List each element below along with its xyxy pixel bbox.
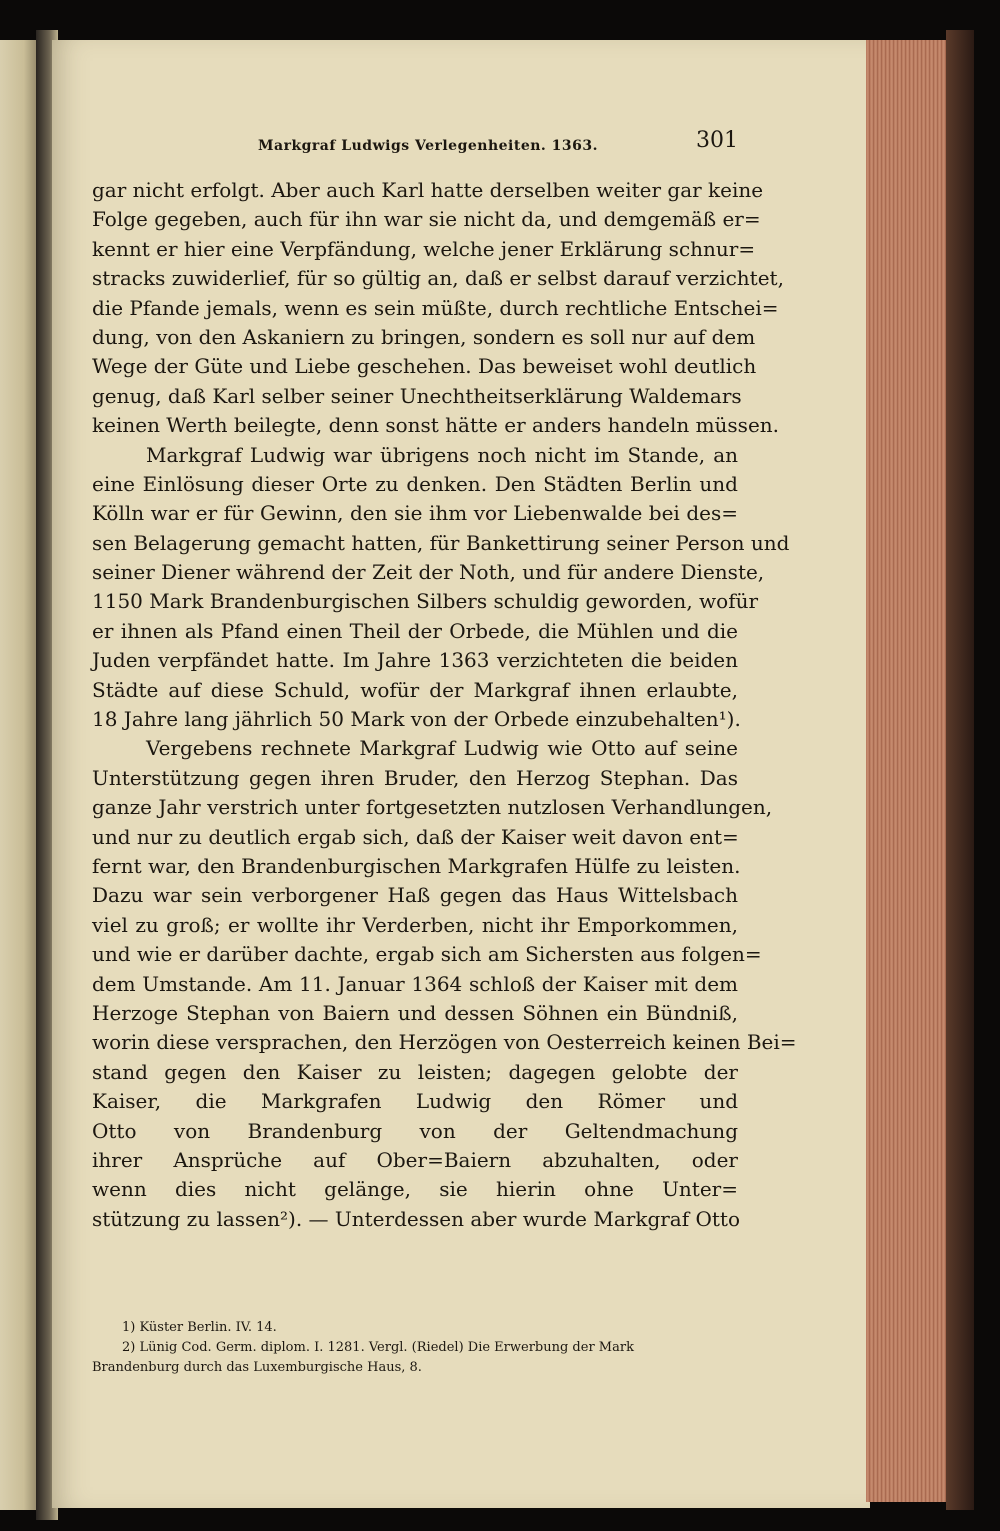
text-line: Herzoge Stephan von Baiern und dessen Söhnen ein Bündniß, <box>92 1000 738 1025</box>
text-line: ganze Jahr verstrich unter fortgesetzten nutzlosen Verhandlungen, <box>92 795 773 820</box>
text-line: Folge gegeben, auch für ihn war sie nicht da, und demgemäß er= <box>92 207 761 232</box>
text-line: gar nicht erfolgt. Aber auch Karl hatte derselben weiter gar keine <box>92 178 764 202</box>
text-line: wenn dies nicht gelänge, sie hierin ohne Unter= <box>92 1177 738 1202</box>
text-line: keinen Werth beilegte, denn sonst hätte er anders handeln müssen. <box>92 413 780 438</box>
text-line: und nur zu deutlich ergab sich, daß der Kaiser weit davon ent= <box>92 824 739 849</box>
text-line: Dazu war sein verborgener Haß gegen das Haus Wittelsbach <box>92 883 738 908</box>
text-line: kennt er hier eine Verpfändung, welche jener Erklärung schnur= <box>92 236 756 261</box>
text-line: Juden verpfändet hatte. Im Jahre 1363 verzichteten die beiden <box>92 648 738 673</box>
page-fore-edge <box>866 40 950 1502</box>
text-line: fernt war, den Brandenburgischen Markgrafen Hülfe zu leisten. <box>92 853 741 878</box>
text-line: genug, daß Karl selber seiner Unechtheitserklärung Waldemars <box>92 383 742 408</box>
text-line: Kaiser, die Markgrafen Ludwig den Römer und <box>92 1089 738 1114</box>
text-line: Wege der Güte und Liebe geschehen. Das beweiset wohl deutlich <box>92 354 757 379</box>
text-line: stand gegen den Kaiser zu leisten; dagegen gelobte der <box>92 1059 738 1084</box>
body-text <box>92 176 797 1234</box>
text-line: dung, von den Askaniern zu bringen, sondern es soll nur auf dem <box>92 324 756 349</box>
page-content <box>92 128 797 1378</box>
text-line: ihrer Ansprüche auf Ober=Baiern abzuhalten, oder <box>92 1147 738 1172</box>
page-number: 301 <box>696 128 738 153</box>
text-line: worin diese versprachen, den Herzögen von Oesterreich keinen Bei= <box>92 1030 797 1055</box>
text-line: dem Umstande. Am 11. Januar 1364 schloß der Kaiser mit dem <box>92 971 738 996</box>
footnote: 2) Lünig Cod. Germ. diplom. I. 1281. Vergl. (Riedel) Die Erwerbung der Mark <box>122 1340 634 1356</box>
paragraph-start-line: Vergebens rechnete Markgraf Ludwig wie Otto auf seine <box>146 736 738 761</box>
book-cover-edge <box>946 30 974 1510</box>
text-line: stracks zuwiderlief, für so gültig an, daß er selbst darauf verzichtet, <box>92 266 784 291</box>
text-line: Otto von Brandenburg von der Geltendmachung <box>92 1118 738 1143</box>
text-line: Kölln war er für Gewinn, den sie ihm vor Liebenwalde bei des= <box>92 501 738 526</box>
footnote-spacer <box>92 1234 738 1318</box>
text-line: viel zu groß; er wollte ihr Verderben, nicht ihr Emporkommen, <box>92 912 738 937</box>
text-line: er ihnen als Pfand einen Theil der Orbede, die Mühlen und die <box>92 618 738 643</box>
running-head: Markgraf Ludwigs Verlegenheiten. 1363. <box>258 138 599 154</box>
footnote: 1) Küster Berlin. IV. 14. <box>122 1320 277 1336</box>
text-line: 18 Jahre lang jährlich 50 Mark von der Orbede einzubehalten¹). <box>92 707 741 732</box>
text-line: die Pfande jemals, wenn es sein müßte, durch rechtliche Entschei= <box>92 295 779 320</box>
text-line: 1150 Mark Brandenburgischen Silbers schuldig geworden, wofür <box>92 589 759 614</box>
text-line: stützung zu lassen²). — Unterdessen aber wurde Markgraf Otto <box>92 1206 740 1231</box>
text-line: Städte auf diese Schuld, wofür der Markgraf ihnen erlaubte, <box>92 677 738 702</box>
text-line: und wie er darüber dachte, ergab sich am Sichersten aus folgen= <box>92 942 762 967</box>
text-line: eine Einlösung dieser Orte zu denken. Den Städten Berlin und <box>92 471 738 496</box>
facing-page-edge <box>0 40 40 1510</box>
text-line: sen Belagerung gemacht hatten, für Bankettirung seiner Person und <box>92 530 790 555</box>
footnotes <box>92 1318 738 1378</box>
footnote-continuation: Brandenburg durch das Luxemburgische Haus, 8. <box>92 1360 422 1376</box>
text-line: seiner Diener während der Zeit der Noth, und für andere Dienste, <box>92 560 765 585</box>
text-line: Unterstützung gegen ihren Bruder, den Herzog Stephan. Das <box>92 765 738 790</box>
page-header <box>92 128 738 162</box>
paragraph-start-line: Markgraf Ludwig war übrigens noch nicht im Stande, an <box>146 442 738 467</box>
